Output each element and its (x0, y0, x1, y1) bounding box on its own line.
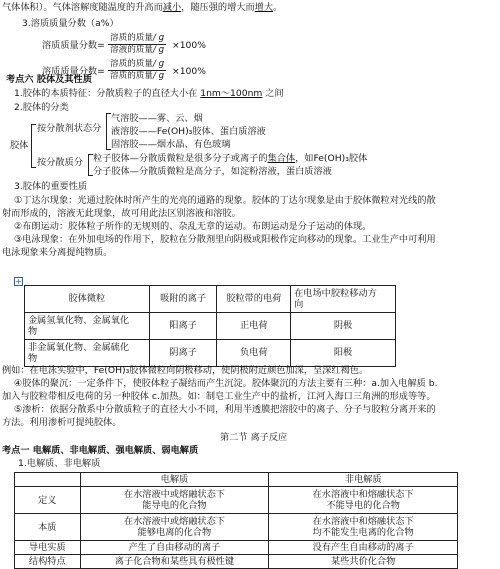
th-adsorbed-ion: 吸附的离子 (149, 286, 217, 313)
table-row (15, 541, 458, 555)
tree-item-molecular-colloid: 分子胶体—分散质微粒是高分子，如淀粉溶液，蛋白质溶液 (93, 166, 332, 177)
th-charge: 胶粒带的电荷 (217, 286, 291, 313)
cell-metal-hydroxide-b: 物 (28, 326, 38, 337)
cell-anion: 阴离子 (149, 340, 217, 367)
cell-def-nonelectrolyte (269, 487, 458, 514)
cell-def-electrolyte (80, 487, 269, 514)
line-colloid-properties: 3.胶体的重要性质 (14, 181, 88, 192)
cell-def-electrolyte-a: 在水溶液中或熔融状态下 (123, 489, 225, 500)
cell-nonmetal-oxide-a: 非金属氧化物、金属硫化 (28, 341, 130, 353)
row-label-definition: 定义 (15, 487, 81, 514)
cell-ess-electrolyte-a: 在水溶液中或熔融状态下 (123, 516, 225, 527)
text-brownian: ②布朗运动：胶体粒子所作的无规则的、杂乱无章的运动。布朗运动是分子运动的体现。 (14, 221, 372, 232)
text-feature-a: 1.胶体的本质特征：分散质粒子的直径大小在 (14, 88, 201, 99)
text-coagulation-1: ④胶体的聚沉：一定条件下，使胶体粒子凝结而产生沉淀。胶体聚沉的方法主要有三种：a.加入电解质 b. (14, 378, 438, 389)
cell-cond-nonelectrolyte: 没有产生自由移动的离子 (269, 541, 458, 555)
table-move-handle-icon[interactable]: + (15, 277, 22, 286)
frac2-tail: ×100% (172, 66, 206, 77)
tree-root-colloid: 胶体 (10, 140, 29, 151)
text-dialysis-1: ⑤渗析：依据分散系中分散质粒子的直径大小不同，利用半透膜把溶胶中的离子、分子与胶粒分离开来的 (14, 404, 436, 415)
th-electrolyte: 电解质 (80, 473, 269, 487)
cell-ess-electrolyte (80, 514, 269, 541)
text-electrophoresis-1: ③电泳现象：在外加电场的作用下，胶粒在分散剂里向阴极或阳极作定向移动的现象。工业生产中可利用 (14, 234, 436, 245)
frac1-tail: ×100% (172, 40, 206, 51)
cell-def-nonelectrolyte-b: 不能导电的化合物 (326, 500, 400, 512)
tree-item-aerosol: 气溶胶——雾、云、烟 (111, 113, 203, 124)
formula-lhs-1: 溶质质量分数= (42, 40, 105, 51)
cell-def-electrolyte-b: 能导电的化合物 (142, 500, 207, 512)
th-empty (15, 473, 81, 487)
brace-dispersate (88, 154, 89, 176)
text-solubility-c: 。 (273, 2, 283, 13)
brace-root (31, 124, 32, 168)
table-row (25, 340, 396, 367)
frac2-den-unit: / g (152, 71, 165, 81)
line-electrolyte-types: 1.电解质、非电解质 (18, 458, 101, 469)
frac1-num: 溶质的质量 (110, 33, 153, 43)
section-title-ionic-reaction: 第二节 离子反应 (220, 432, 288, 443)
th-move-direction (291, 286, 396, 313)
cell-nonmetal-oxide-b: 物 (28, 353, 38, 364)
text-dialysis-2: 方法。利用渗析可提纯胶体。 (2, 417, 122, 428)
section-mass-fraction: 3.溶质质量分数（a%） (22, 18, 119, 29)
line-solubility (2, 2, 282, 14)
th-nonelectrolyte: 非电解质 (269, 473, 458, 487)
row-label-conduction: 导电实质 (15, 541, 81, 555)
formula-lhs-2: 溶质质量分数= (42, 66, 105, 77)
tree-cat-dispersate: 按分散质分 (37, 157, 83, 168)
heading-electrolytes: 考点一 电解质、非电解质、强电解质、弱电解质 (2, 445, 199, 456)
fraction-1 (108, 33, 166, 56)
frac2-den: 溶质的质量 (110, 71, 153, 81)
heading-colloid: 考点六 胶体及其性质 (6, 74, 92, 85)
frac2-num-unit: / g (152, 59, 165, 69)
line-colloid-feature (14, 88, 284, 100)
th-move-direction-a: 在电场中胶粒移动方 (294, 287, 377, 299)
text-solubility-a: 气体体积）。气体溶解度随温度的升高而 (2, 2, 163, 13)
frac1-den: 溶液的质量 (110, 45, 153, 55)
text-solubility-b: ，随压强的增大而 (181, 2, 255, 13)
cell-anode: 阳极 (291, 340, 396, 367)
cell-cation: 阳离子 (149, 313, 217, 340)
text-decrease: 减小 (162, 2, 182, 13)
cell-ess-nonelectrolyte (269, 514, 458, 541)
cell-ess-nonelectrolyte-a: 在水溶液中和熔融状态下 (312, 516, 414, 527)
cell-positive: 正电荷 (217, 313, 291, 340)
row-label-structure: 结构特点 (15, 555, 81, 569)
text-coagulation-2: 加入与胶粒带相反电荷的另一种胶体 c.加热。如：制皂工业生产中的盐析，江河入海口三角洲的形成等等。 (2, 391, 436, 402)
text-electrophoresis-2: 电泳现象来分离提纯物质。 (2, 247, 113, 258)
text-feature-b: 之间 (262, 88, 284, 99)
table-row (25, 313, 396, 340)
cell-cathode: 阴极 (291, 313, 396, 340)
cell-cond-electrolyte: 产生了自由移动的离子 (80, 541, 269, 555)
brace-dispersant (106, 113, 107, 150)
cell-struct-electrolyte: 离子化合物和某些具有极性键 (80, 555, 269, 569)
table-row (15, 555, 458, 569)
cell-struct-nonelectrolyte: 某些共价化合物 (269, 555, 458, 569)
cell-ess-nonelectrolyte-b: 均不能发生电离的化合物 (312, 527, 414, 539)
row-label-essence: 本质 (15, 514, 81, 541)
cell-metal-hydroxide (25, 313, 150, 340)
table-colloid-charge (24, 285, 396, 367)
table-electrolytes (14, 472, 458, 569)
cell-nonmetal-oxide (25, 340, 150, 367)
table-row (15, 487, 458, 514)
tree-item-particle-colloid (93, 153, 367, 165)
cell-ess-electrolyte-b: 能够电离的化合物 (137, 527, 212, 539)
text-tyndall-1: ①丁达尔现象：光通过胶体时所产生的光亮的通路的现象。胶体的丁达尔现象是由于胶体微粒对光线的散 (14, 195, 436, 206)
text-tyndall-2: 射而形成的，溶液无此现象，故可用此法区别溶液和溶胶。 (2, 208, 241, 219)
cell-metal-hydroxide-a: 金属氢氧化物、金属氧化 (28, 314, 130, 326)
text-increase: 增大 (254, 2, 274, 13)
line-colloid-classes: 2.胶体的分类 (14, 102, 69, 113)
text-size-range: 1nm～100nm (200, 88, 263, 99)
table-row (15, 514, 458, 541)
table-header-row (25, 286, 396, 313)
text-example: 例如：在电泳实验中，Fe(OH)₃胶体微粒向阴极移动，使阴极附近颜色加深，呈深红褐色。 (2, 365, 369, 376)
frac2-num: 溶质的质量 (110, 59, 153, 69)
frac1-num-unit: / g (152, 33, 165, 43)
th-move-direction-b: 向 (294, 299, 304, 310)
tree-cat-dispersant: 按分散剂状态分 (37, 123, 102, 134)
text-aggregate: 集合体 (267, 153, 296, 164)
cell-def-nonelectrolyte-a: 在水溶液中和熔融状态下 (312, 489, 414, 500)
text-particle-a: 粒子胶体—分散质微粒是很多分子或离子的 (93, 153, 268, 164)
cell-negative: 负电荷 (217, 340, 291, 367)
table-header-row (15, 473, 458, 487)
tree-item-liquid-sol: 液溶胶——Fe(OH)₃胶体、蛋白质溶液 (111, 126, 266, 137)
fraction-2 (108, 59, 166, 82)
th-particle: 胶体微粒 (25, 286, 150, 313)
text-particle-b: ，如Fe(OH)₃胶体 (295, 153, 368, 164)
tree-item-solid-sol: 固溶胶——烟水晶、有色玻璃 (111, 139, 231, 150)
frac1-den-unit: / g (152, 45, 165, 55)
